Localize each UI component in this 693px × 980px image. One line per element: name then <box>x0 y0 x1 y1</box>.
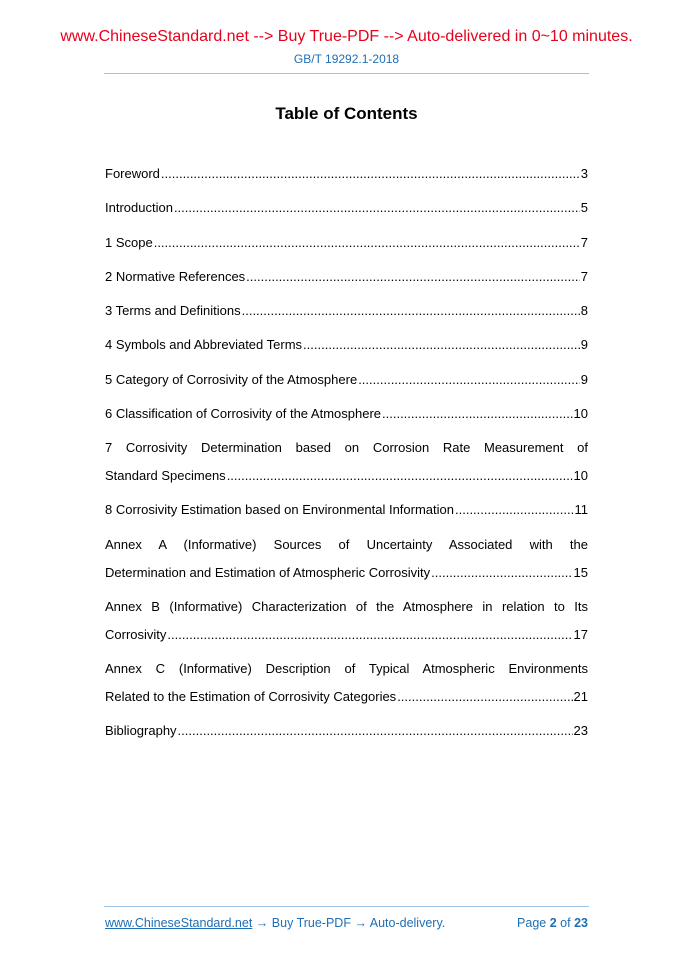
toc-entry-corrosivity-determination[interactable] <box>105 434 588 496</box>
toc-leader <box>178 717 573 745</box>
footer-divider <box>104 906 589 907</box>
toc-entry-normative-references[interactable] <box>105 263 588 297</box>
toc-entry-label: 1 Scope <box>105 234 153 250</box>
toc-leader <box>358 366 580 394</box>
page-total: 23 <box>574 916 588 930</box>
toc-entry-terms-definitions[interactable] <box>105 297 588 331</box>
toc-entry-label: 3 Terms and Definitions <box>105 303 241 319</box>
toc-entry-page: 17 <box>573 626 588 642</box>
toc-leader <box>161 160 580 188</box>
footer-promo <box>105 916 445 930</box>
toc-leader <box>246 263 580 291</box>
toc-entry-page: 10 <box>573 468 588 484</box>
header-divider <box>104 73 589 74</box>
toc-entry-page: 5 <box>580 200 588 216</box>
toc-leader <box>154 229 580 257</box>
toc-entry-page: 8 <box>580 303 588 319</box>
page-footer <box>105 916 588 930</box>
toc-entry-scope[interactable] <box>105 229 588 263</box>
toc-entry-label-line1: Annex A (Informative) Sources of Uncertainty Associated with the <box>105 536 588 552</box>
document-number: GB/T 19292.1-2018 <box>293 52 400 66</box>
toc-entry-annex-a[interactable] <box>105 531 588 593</box>
arrow-icon: → <box>255 916 269 930</box>
toc-entry-bibliography[interactable] <box>105 717 588 751</box>
toc-entry-page: 21 <box>573 688 588 704</box>
table-of-contents <box>105 160 588 751</box>
footer-delivery-text: Auto-delivery. <box>369 916 446 930</box>
toc-entry-label-line1: Annex C (Informative) Description of Typical Atmospheric Environments <box>105 660 588 676</box>
toc-entry-label: Foreword <box>105 166 160 181</box>
toc-entry-label: 5 Category of Corrosivity of the Atmosphere <box>105 371 358 387</box>
toc-leader <box>397 683 572 711</box>
toc-entry-page: 7 <box>580 268 588 284</box>
footer-site-link[interactable]: www.ChineseStandard.net <box>105 916 253 930</box>
toc-entry-annex-c[interactable] <box>105 655 588 717</box>
toc-entry-page: 9 <box>580 337 588 353</box>
toc-entry-foreword[interactable] <box>105 160 588 194</box>
toc-entry-label: 2 Normative References <box>105 268 246 284</box>
toc-entry-page: 11 <box>574 502 588 518</box>
toc-leader <box>174 194 580 222</box>
toc-entry-symbols[interactable] <box>105 331 588 365</box>
toc-entry-label: 8 Corrosivity Estimation based on Environmental Information <box>105 502 454 518</box>
toc-leader <box>382 400 573 428</box>
toc-entry-annex-b[interactable] <box>105 593 588 655</box>
toc-entry-label-line1: 7 Corrosivity Determination based on Corrosion Rate Measurement of <box>105 440 588 456</box>
toc-entry-label: 4 Symbols and Abbreviated Terms <box>105 337 303 353</box>
toc-entry-label-line2: Standard Specimens <box>105 468 226 484</box>
toc-leader <box>167 621 572 649</box>
arrow-icon: → <box>354 916 367 930</box>
toc-entry-label-line2: Corrosivity <box>105 626 167 642</box>
page-current: 2 <box>549 916 557 930</box>
page-label: Page <box>517 916 547 930</box>
toc-entry-page: 23 <box>573 722 588 738</box>
toc-entry-label: Bibliography <box>105 722 177 738</box>
toc-entry-label-line2: Determination and Estimation of Atmospheric Corrosivity <box>105 564 431 580</box>
page-indicator <box>517 916 588 930</box>
header-banner-link[interactable]: www.ChineseStandard.net --> Buy True-PDF --> Auto-delivered in 0~10 minutes. <box>60 28 633 45</box>
toc-entry-page: 7 <box>580 234 588 250</box>
toc-entry-corrosivity-estimation[interactable] <box>105 496 588 530</box>
toc-entry-page: 10 <box>573 406 588 422</box>
toc-entry-label-line2: Related to the Estimation of Corrosivity Categories <box>105 688 397 704</box>
toc-entry-page: 9 <box>580 371 588 387</box>
toc-entry-classification[interactable] <box>105 400 588 434</box>
toc-entry-category[interactable] <box>105 366 588 400</box>
toc-entry-introduction[interactable] <box>105 194 588 228</box>
page-of: of <box>560 916 571 930</box>
footer-buy-text: Buy True-PDF <box>271 916 351 930</box>
toc-entry-page: 15 <box>573 564 588 580</box>
toc-entry-page: 3 <box>580 166 588 181</box>
toc-entry-label: Introduction <box>105 200 173 216</box>
toc-leader <box>242 297 580 325</box>
toc-entry-label-line1: Annex B (Informative) Characterization of the Atmosphere in relation to Its <box>105 598 588 614</box>
toc-leader <box>227 462 573 490</box>
toc-leader <box>303 331 580 359</box>
toc-leader <box>455 496 574 524</box>
page-title: Table of Contents <box>275 104 418 123</box>
toc-entry-label: 6 Classification of Corrosivity of the Atmosphere <box>105 406 382 422</box>
toc-leader <box>431 559 572 587</box>
